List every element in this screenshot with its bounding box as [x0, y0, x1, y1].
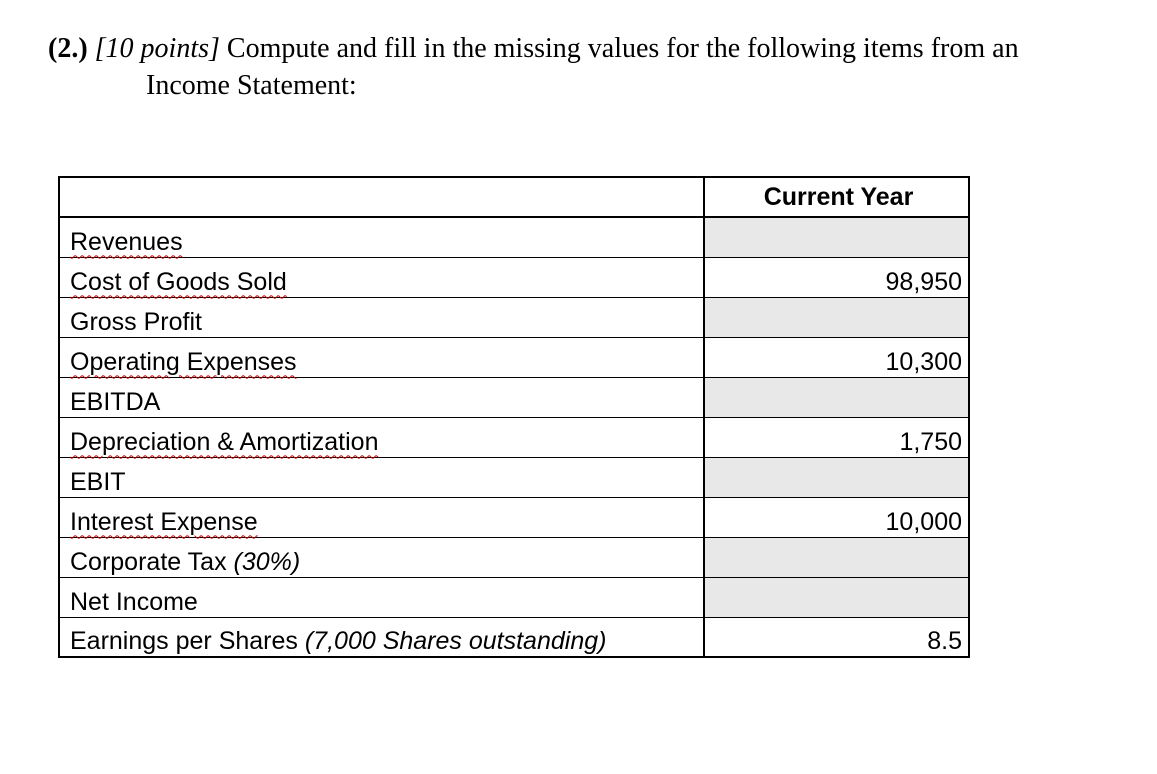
row-label: Operating Expenses: [70, 347, 297, 376]
row-ebit: [59, 457, 969, 497]
row-label: Corporate Tax: [70, 547, 227, 576]
income-statement-table: [58, 176, 970, 658]
question-prompt: Compute and fill in the missing values for the following items from an: [226, 33, 1019, 64]
row-label: EBIT: [70, 467, 126, 496]
value-cell: 1,750: [704, 417, 969, 457]
question-text: [48, 30, 1148, 104]
value-cell: 8.5: [704, 617, 969, 657]
row-ebitda: [59, 377, 969, 417]
value-cell[interactable]: [704, 457, 969, 497]
row-cogs: [59, 257, 969, 297]
value-cell[interactable]: [704, 377, 969, 417]
question-line-1: [48, 30, 1148, 67]
value-cell: 10,300: [704, 337, 969, 377]
row-eps: [59, 617, 969, 657]
row-depreciation-amortization: [59, 417, 969, 457]
value-cell: 10,000: [704, 497, 969, 537]
value-cell[interactable]: [704, 577, 969, 617]
row-label: Interest Expense: [70, 507, 258, 536]
row-label: Cost of Goods Sold: [70, 267, 287, 296]
value-cell[interactable]: [704, 537, 969, 577]
row-label: EBITDA: [70, 387, 161, 416]
table-header-row: [59, 177, 969, 217]
question-line-2: Income Statement:: [146, 70, 357, 101]
row-revenues: [59, 217, 969, 257]
row-gross-profit: [59, 297, 969, 337]
row-corporate-tax: [59, 537, 969, 577]
question-points: [10 points]: [94, 33, 220, 64]
row-label: Revenues: [70, 227, 183, 256]
row-label: Earnings per Shares: [70, 627, 298, 655]
value-cell[interactable]: [704, 297, 969, 337]
row-operating-expenses: [59, 337, 969, 377]
row-note: (7,000 Shares outstanding): [304, 627, 607, 655]
row-label: Net Income: [70, 587, 198, 616]
row-label: Depreciation & Amortization: [70, 427, 379, 456]
question-number: (2.): [48, 33, 88, 64]
row-label: Gross Profit: [70, 307, 202, 336]
row-interest-expense: [59, 497, 969, 537]
row-net-income: [59, 577, 969, 617]
header-label-cell: [59, 177, 704, 217]
value-cell: 98,950: [704, 257, 969, 297]
row-note: (30%): [233, 547, 301, 576]
header-current-year: Current Year: [704, 177, 969, 217]
value-cell[interactable]: [704, 217, 969, 257]
